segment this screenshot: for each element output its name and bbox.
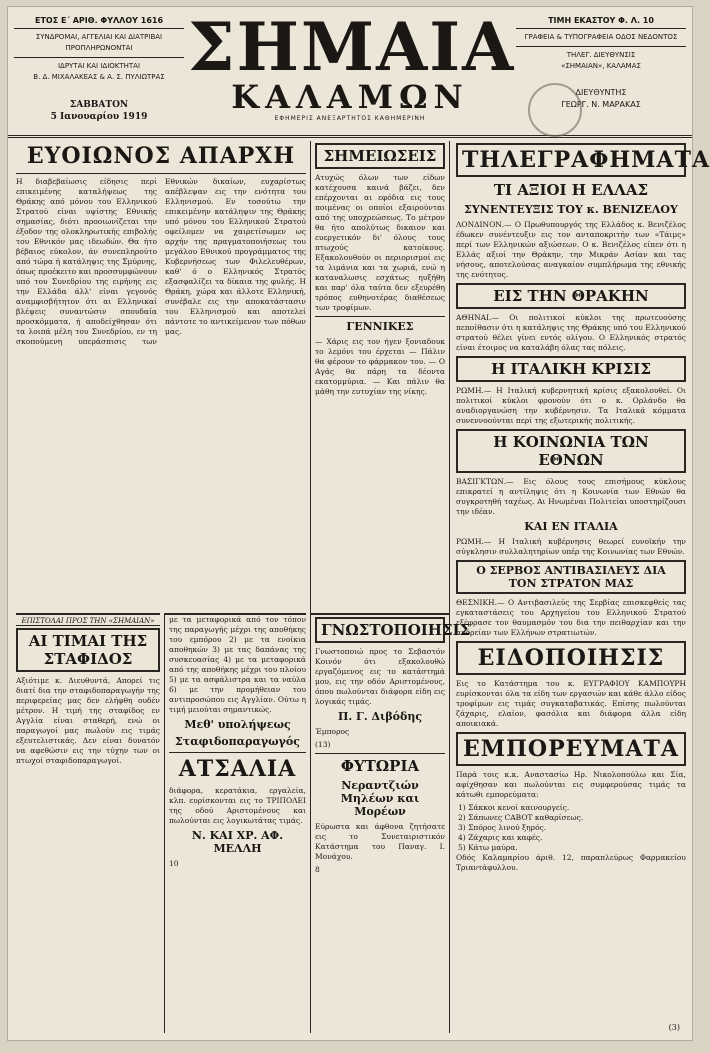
telegram-body: ΛΟΝΔΙΝΟΝ.— Ο Πρωθυπουργός της Ελλάδος κ. Βενιζέλος έδωκεν συνέντευξιν εις τον ανταποκριτήν των «Τάιμς» περί των Ελληνικών αξιώσεων. Ο κ. Βενιζέλος είπεν ότι η Ελλάς αξιοί την Θράκην, την Μικράν Ασίαν και τας νήσους, αποτελούσας αναγκαίον συμπλήρωμα της εθνικής της ενότητος. bbox=[456, 220, 686, 279]
divider bbox=[516, 46, 686, 47]
ad-title: ΑΤΣΑΛΙΑ bbox=[178, 756, 297, 782]
notes-heading: ΣΗΜΕΙΩΣΕΙΣ bbox=[315, 143, 445, 169]
telegram-subheading: Ο ΣΕΡΒΟΣ ΑΝΤΙΒΑΣΙΛΕΥΣ ΔΙΑ ΤΟΝ ΣΤΡΑΤΟΝ ΜΑΣ bbox=[456, 560, 686, 594]
letters-note: ΕΠΙΣΤΟΛΑΙ ΠΡΟΣ ΤΗΝ «ΣΗΜΑΙΑΝ» bbox=[16, 617, 160, 626]
founders-names: Β. Δ. ΜΙΧΑΛΑΚΕΑΣ & Α. Σ. ΠΥΛΙΩΤΡΑΣ bbox=[33, 73, 165, 81]
telegram-subheading: ΕΙΣ ΤΗΝ ΘΡΑΚΗΝ bbox=[456, 283, 686, 309]
goods-list bbox=[456, 803, 686, 853]
newspaper-tagline: ΕΦΗΜΕΡΙΣ ΑΝΕΞΑΡΤΗΤΟΣ ΚΑΘΗΜΕΡΙΝΗ bbox=[274, 115, 426, 122]
price: ΤΙΜΗ ΕΚΑΣΤΟΥ Φ. Λ. 10 bbox=[516, 15, 686, 29]
verse-body: — Χάρις εις τον ήγεν ξονιαδουκ το λεμόνι του έρχεται — Πάλιν θα φέρουν το φάρμακον του. — Ο Αγάς θα πάρη τα δέοντα εκατομμύρια. — Και πάλιν θα μάθη την ευτυχίαν της νίκης. bbox=[315, 337, 445, 396]
goods-intro: Παρά τοις κ.κ. Αναστασίω Ηρ. Νικολοπούλω και Σία, αφίχθησαν και πωλούνται εις συμφερούσας τιμάς τα κάτωθι εμπορεύματα: bbox=[456, 770, 686, 799]
notices-column bbox=[310, 613, 471, 1033]
divider bbox=[16, 173, 306, 174]
notices-signer: Π. Γ. Διβόδης bbox=[337, 710, 423, 723]
plants-body: Εύρωστα και άφθονα ζητήσατε εις το Συνεταιριστικόν Κατάστημα του Παναγ. Ι. Μονάχου. bbox=[315, 822, 445, 861]
telegram-body: ΑΘΗΝΑΙ.— Οι πολιτικοί κύκλοι της πρωτευούσης πεποίθασιν ότι η κατάληψις της Θράκης υπό του Ελληνικού στρατού θέλει γίνει εντός ολίγου. Ο Ελληνικός στρατός είναι έτοιμος να καταλάβη όλας τας πόλεις. bbox=[456, 313, 686, 352]
notice-heading: ΕΙΔΟΠΟΙΗΣΙΣ bbox=[456, 641, 686, 675]
address-label: ΤΗΛΕΓ. ΔΙΕΥΘΥΝΣΙΣ bbox=[566, 51, 636, 59]
notices-body: Γνωστοποιώ προς το Σεβαστόν Κοινόν ότι εξακολουθώ εργαζόμενος εις το κατάστημά μου, εις την οδόν Αριστομένους, όπου πωλούνται διάφορα είδη εις λογικάς τιμάς. bbox=[315, 647, 445, 706]
telegram-subheading: Η ΙΤΑΛΙΚΗ ΚΡΙΣΙΣ bbox=[456, 356, 686, 382]
letter-sign: Μεθ' υπολήψεως bbox=[184, 718, 291, 731]
issue-date-text: 5 Ιανουαρίου 1919 bbox=[50, 112, 148, 122]
list-item: 5) Κάτω μαύρα. bbox=[458, 843, 518, 852]
ad-name: Ν. ΚΑΙ ΧΡ. ΑΦ. ΜΕΛΛΗ bbox=[191, 829, 284, 855]
letter-body: Αξιότιμε κ. Διευθυντά, Απορεί τις διατί δια την σταφιδοπαραγωγήν της περιφερείας μας δεν ελήφθη ουδέν μέτρον. Η τιμή της σταφίδος εν Αγγλία είναι σταθερή, ενώ οι παραγωγοί μας πωλούν εις τιμάς εξευτελιστικάς. Δεν είναι δυνατόν να αφεθώσιν εις την τύχην των οι πτωχοί σταφιδοπαραγωγοί. bbox=[16, 676, 160, 765]
notice-body: Εις το Κατάστημα του κ. ΕΥΓΡΑΦΙΟΥ ΚΑΜΠΟΥΡΗ ευρίσκονται όλα τα είδη των εργασιών και κάθε άλλο είδος τροφίμων εις τιμάς συγκαταβατικάς. Επίσης πωλούνται ζάχαρις, ελαίον, φασόλια και διάφορα άλλα είδη αποικιακά. bbox=[456, 679, 686, 728]
notices-heading: ΓΝΩΣΤΟΠΟΙΗΣΙΣ bbox=[315, 617, 445, 643]
goods-heading: ΕΜΠΟΡΕΥΜΑΤΑ bbox=[456, 732, 686, 766]
notes-body: Ατυχώς όλων των είδων κατέχουσα καινά βάζει, δεν επέρχονται αι εφόδια εις τους ποιμένας οι οποίοι εξαιρούνται από της υποχρεώσεως. Το μέτρον θα ήτο απολύτως δικαιον και ευεργετικόν δι' όλους τους πτωχούς κατοίκους. Εξακολουθούν οι περιορισμοί εις τα λιμάνια και τα χωριά, ενώ η καταναλωσις εσχάτως ηυξήθη και παρ' όλα ταύτα δεν εξευρέθη τρόπος ευθηνοτέρας διαθέσεως των τροφίμων. bbox=[315, 173, 445, 312]
notices-signer-role: Έμπορος bbox=[315, 727, 350, 736]
list-item: 2) Σάπωνες CABOT καθαρίσεως. bbox=[458, 813, 584, 822]
telegram-subheading: ΤΙ ΑΞΙΟΙ Η ΕΛΛΑΣ bbox=[493, 181, 649, 199]
divider bbox=[315, 316, 445, 317]
director-label: ΔΙΕΥΘΥΝΤΗΣ bbox=[575, 88, 627, 97]
telegram-body: ΡΩΜΗ.— Η Ιταλική κυβέρνησις θεωρεί ευνοϊκήν την σύγκλησιν συλλαλητηρίων υπέρ της Κοινωνίας των Εθνών. bbox=[456, 537, 686, 556]
divider bbox=[169, 752, 306, 753]
plants-subheading: Νεραντζιών Μηλέων και Μορέων bbox=[340, 779, 420, 818]
telegram-body: ΘΕΣΝΙΚΗ.— Ο Αντιβασιλεύς της Σερβίας επισκεφθείς τας εγκαταστάσεις του Αρχηγείου του Ελληνικού Στρατού εξέφρασε τον θαυμασμόν του δια την πειθαρχίαν και την ανδρείαν των Ελλήνων στρατιωτών. bbox=[456, 598, 686, 637]
notices-number: (13) bbox=[315, 740, 331, 749]
notes-column bbox=[310, 141, 450, 613]
letter-continued-body: με τα μεταφορικά από τον τόπον της παραγωγής μέχρι της αποθήκης του εμπόρου 2) με τα ενοίκια αποθηκών 3) με τας δαπάνας της συσκευασίας 4) με τα μεταφορικά από της αποθήκης μέχρι του πλοίου 5) με τα ασφάλιστρα και τα ναύλα 6) με την προμήθειαν του αντιπροσώπου εις Αγγλίαν. Ούτω η τιμή μειούται σημαντικώς. bbox=[169, 615, 306, 714]
goods-footer: Οδός Καλαμαρίου άριθ. 12, παραπλεύρως Φαρμακείου Τριαντάφυλλου. bbox=[456, 853, 686, 872]
address: «ΣΗΜΑΙΑΝ», ΚΑΛΑΜΑΣ bbox=[561, 62, 641, 70]
plants-number: 8 bbox=[315, 865, 320, 874]
director-name: ΓΕΩΡΓ. Ν. ΜΑΡΑΚΑΣ bbox=[561, 100, 641, 109]
divider bbox=[14, 57, 184, 58]
telegram-subheading: Η ΚΟΙΝΩΝΙΑ ΤΩΝ ΕΘΝΩΝ bbox=[456, 429, 686, 473]
telegrams-heading: ΤΗΛΕΓΡΑΦΗΜΑΤΑ bbox=[456, 143, 686, 177]
subscriptions-note: ΣΥΝΔΡΟΜΑΙ, ΑΓΓΕΛΙΑΙ ΚΑΙ ΔΙΑΤΡΙΒΑΙ ΠΡΟΠΛΗΡΩΝΟΝΤΑΙ bbox=[35, 33, 163, 52]
letter-column bbox=[16, 613, 160, 1035]
offices: ΓΡΑΦΕΙΑ & ΤΥΠΟΓΡΑΦΕΙΑ ΟΔΟΣ ΝΕΔΟΝΤΟΣ bbox=[524, 33, 678, 41]
plants-heading: ΦΥΤΩΡΙΑ bbox=[340, 757, 420, 775]
letter-signer: Σταφιδοπαραγωγός bbox=[175, 735, 300, 748]
telegram-body: ΡΩΜΗ.— Η Ιταλική κυβερνητική κρίσις εξακολουθεί. Οι πολιτικοί κύκλοι φρονούν ότι ο κ. Ορλάνδο θα αναδιοργανώση την κυβέρνησιν. Τα Ιταλικά κόμματα συνεννοούνται περί της εξωτερικής πολιτικής. bbox=[456, 386, 686, 425]
ad-body: διάφορα, κερατάκια, εργαλεία, κλπ. ευρίσκονται εις το ΤΡΙΠΟΛΕΙ της οδού Αριστομένους και πωλούνται εις λογικωτάτας τιμάς. bbox=[169, 786, 306, 825]
newspaper-page bbox=[7, 6, 710, 1041]
list-item: 4) Ζάχαρις και καφές. bbox=[458, 833, 543, 842]
issue-number: ΕΤΟΣ Ε΄ ΑΡΙΘ. ΦΥΛΛΟΥ 1616 bbox=[14, 15, 184, 29]
lead-article bbox=[16, 141, 306, 613]
masthead-left-info bbox=[14, 15, 184, 83]
founders-label: ΙΔΡΥΤΑΙ ΚΑΙ ΙΔΙΟΚΤΗΤΑΙ bbox=[57, 62, 141, 70]
page-number: (3) bbox=[668, 1023, 680, 1032]
telegram-subheading: ΣΥΝΕΝΤΕΥΞΙΣ ΤΟΥ κ. ΒΕΝΙΖΕΛΟΥ bbox=[464, 203, 678, 216]
newspaper-title: ΣΗΜΑΙΑ bbox=[188, 8, 516, 86]
list-item: 3) Σπόρος λινού ξηρός. bbox=[458, 823, 547, 832]
issue-day: ΣΑΒΒΑΤΟΝ bbox=[69, 100, 129, 110]
library-stamp bbox=[528, 83, 582, 137]
lead-body: Η διαβεβαίωσις είδησις περί επικειμένης καταλήψεως της Θράκης από μόνου του Ελληνικού Στρατού είναι υψίστης Εθνικής σημασίας, διότι προοιωνίζεται την έξοδον της ολοκληρωτικής επιβολής του Εθνικόν μας ιδεωδών. Θα ήτο βέβαιος εύκολον, άν συνεπληρούτο από τώρα ή κατάληψις της Σμύρνης, όπως προέκειτο και προσσυμφώνουν υπό του Συνεδρίου της ειρήνης εις την Ελλάδα άλλ' είναι γεγονός αναμφισβήτητον ότι αι Ελληνικαί βλέψεις συναντώσιν σπουδαία προσκόμματα, ή αποδείχθησαν ότι τα λοιπά μέλη του Συνεδρίου, εν τη σκοπούμενη υπεράσπισις των Εθνικών δικαίων, ευχαρίστως απέβλεψαν εις την ενότητα του Ελληνισμού. Εν τοσούτω την επικειμένην κατάληψιν της Θράκης υπό μόνου του Ελληνικού Στρατού οφείλομεν να χαιρετίσωμεν ως αρχήν της πραγματοποιήσεως του μεγάλου Εθνικού προγράμματος της Κυβερνήσεως των Φιλελευθέρων, καθ' ό ο Ελληνικός Στρατός εξασφαλίζει τα δίκαια της φυλής. Η Θράκη, χώρα και άλλοτε Ελληνική, συνέβαλε εις την αποκατάστασιν του Ελληνισμού και αποτελεί πάντοτε το αντικείμενον των πόθων μας. bbox=[16, 177, 306, 346]
ad-number: 10 bbox=[169, 859, 179, 868]
verse-heading: ΓΕΝΝΙΚΕΣ bbox=[346, 320, 414, 333]
letter-continued bbox=[164, 613, 306, 1033]
lead-heading: ΕΥΟΙΩΝΟΣ ΑΠΑΡΧΗ bbox=[26, 143, 296, 169]
newspaper-subtitle: ΚΑΛΑΜΩΝ bbox=[231, 78, 469, 116]
letter-heading: ΑΙ ΤΙΜΑΙ ΤΗΣ ΣΤΑΦΙΔΟΣ bbox=[16, 628, 160, 672]
telegram-subheading: ΚΑΙ ΕΝ ΙΤΑΛΙΑ bbox=[524, 520, 618, 533]
masthead bbox=[8, 7, 692, 138]
telegrams-column bbox=[456, 141, 710, 1033]
masthead-right-info bbox=[516, 15, 686, 72]
divider bbox=[315, 753, 445, 754]
issue-date bbox=[14, 99, 184, 123]
telegram-body: ΒΑΣΙΓΚΤΩΝ.— Εις όλους τους επισήμους κύκλους επικρατεί η αντίληψις ότι η Κοινωνία των Εθνών θα συγκροτηθή ταχέως. Αι Ηνωμέναι Πολιτείαι υποστηρίζουσι την ιδέαν. bbox=[456, 477, 686, 516]
list-item: 1) Σάκκοι κενοί καινουργείς. bbox=[458, 803, 570, 812]
